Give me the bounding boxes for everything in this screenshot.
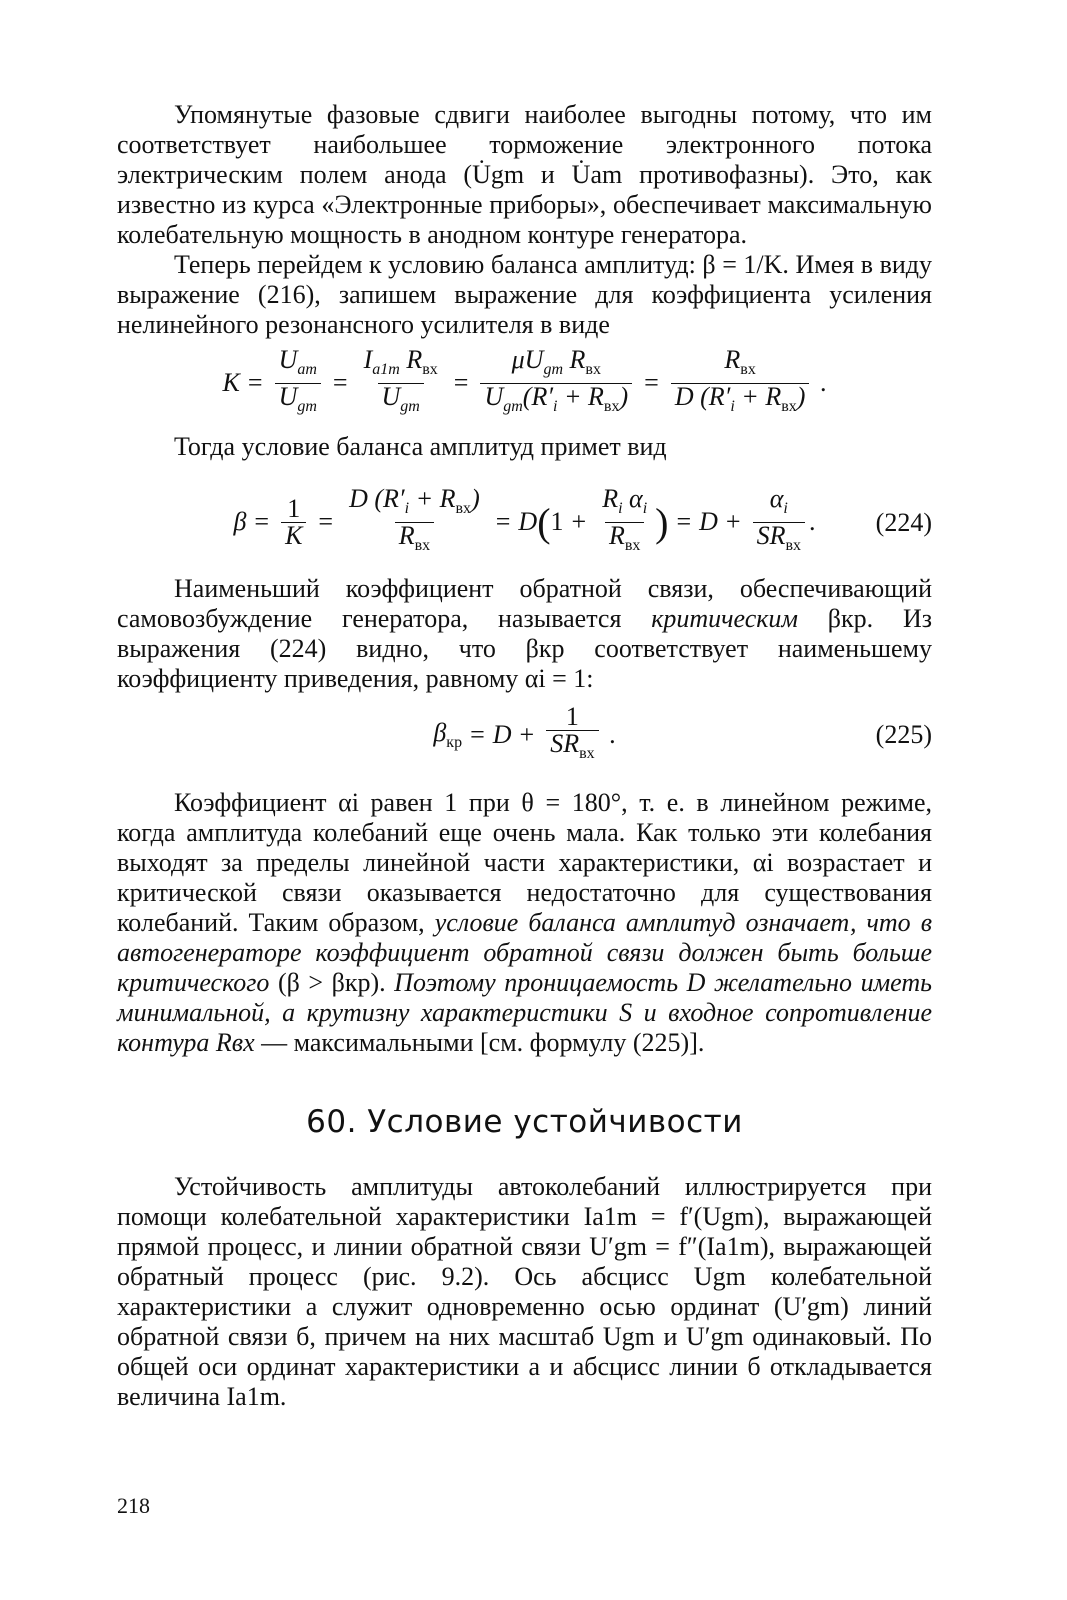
equation-225: $\beta_{кр}$ = D + $\frac{1}{SR_{вх}}$ . (225) <box>117 696 932 782</box>
equation-224: β = $\frac{1}{K}$ = $\frac{D (R'_i + R_{вх})}{R_{вх}}$ = D ( 1 + $\frac{R_i \alpha_i}{R_{вх}}$ ) = D + $\frac{\alpha_i}{SR_{вх}}$ . (224) <box>117 480 932 568</box>
page-number: 218 <box>117 1493 150 1518</box>
paragraph-critical: Наименьший коэффициент обратной связи, обеспечивающий самовозбуждение генератора, называется критическим βкр. Из выражения (224) видно, что βкр соответствует наименьшему коэффициенту приведения, равному αi = 1: <box>117 574 932 693</box>
paragraph-coefficient: Коэффициент αi равен 1 при θ = 180°, т. е. в линейном режиме, когда амплитуда колебаний еще очень мала. Как только эти колебания выходят за пределы линейной части характеристики, αi возрастает и критической связи оказывается недостаточно для существования колебаний. Таким образом, условие баланса амплитуд означает, что в автогенераторе коэффициент обратной связи должен быть больше критического (β > βкр). Поэтому проницаемость D желательно иметь минимальной, а крутизну характеристики S и входное сопротивление контура Rвх — максимальными [см. формулу (225)]. <box>117 788 932 1057</box>
equation-number-224: (224) <box>875 508 932 537</box>
equation-gain: K = $\frac{U_{am}}{U_{gm}}$ = $\frac{I_{a1m} R_{вх}}{U_{gm}}$ = $\frac{\mu U_{gm} R_{вх}}{U_{gm}(R'_i + R_{вх})}$ = $\frac{R_{вх}}{D (R'_i + R_{вх})}$ . <box>117 340 932 428</box>
equation-number-225: (225) <box>875 720 932 749</box>
paragraph-phase-shifts: Упомянутые фазовые сдвиги наиболее выгодны потому, что им соответствует наибольшее торможение электронного потока электрическим полем анода (U̇gm и U̇am противофазны). Это, как известно из курса «Электронные приборы», обеспечивает максимальную колебательную мощность в анодном контуре генератора. <box>117 100 932 249</box>
page-content <box>117 100 932 1412</box>
paragraph-then: Тогда условие баланса амплитуд примет вид <box>174 432 667 461</box>
paragraph-amplitude-balance: Теперь перейдем к условию баланса амплитуд: β = 1/K. Имея в виду выражение (216), запишем выражение для коэффициента усиления нелинейного резонансного усилителя в виде <box>117 250 932 339</box>
section-title: 60. Условие устойчивости <box>306 1104 743 1140</box>
paragraph-stability: Устойчивость амплитуды автоколебаний иллюстрируется при помощи колебательной характеристики Ia1m = f′(Ugm), выражающей прямой процесс, и линии обратной связи U′gm = f″(Ia1m), выражающей обратный процесс (рис. 9.2). Ось абсцисс Ugm колебательной характеристики a служит одновременно осью ординат (U′gm) линий обратной связи б, причем на них масштаб Ugm и U′gm одинаковый. По общей оси ординат характеристики a и абсцисс линии б откладывается величина Ia1m. <box>117 1172 932 1411</box>
